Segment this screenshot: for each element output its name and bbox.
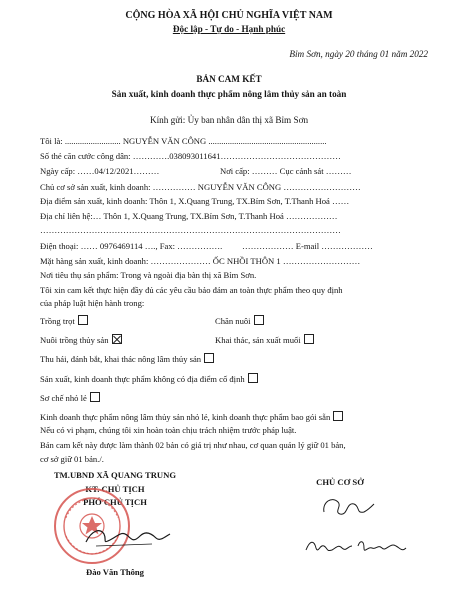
option-label: Trồng trọt xyxy=(40,316,75,326)
option-chan-nuoi xyxy=(215,315,264,326)
option-san-xuat-kd xyxy=(40,373,258,384)
form-commit-line: Tôi xin cam kết thực hiện đầy đủ các yêu cầu bảo đảm an toàn thực phẩm theo quy định xyxy=(40,285,343,295)
form-location-line: Địa điểm sản xuất, kinh doanh: Thôn 1, X.Quang Trung, TX.Bỉm Sơn, T.Thanh Hoá …… xyxy=(40,196,350,206)
left-signature xyxy=(82,524,172,550)
document-subtitle: Sản xuất, kinh doanh thực phẩm nông lâm thủy sản an toàn xyxy=(111,89,347,99)
option-khai-thac xyxy=(215,334,314,345)
option-thu-hai xyxy=(40,353,214,364)
option-label: Nuôi trồng thủy sản xyxy=(40,335,109,345)
right-signature-mark xyxy=(318,492,378,522)
closing-line-2: Bản cam kết này được làm thành 02 bản có giá trị như nhau, cơ quan quản lý giữ 01 bản, xyxy=(40,440,346,450)
checkbox-khai-thac[interactable] xyxy=(304,334,314,344)
recipient: Kính gửi: Ủy ban nhân dân thị xã Bỉm Sơn xyxy=(149,115,309,125)
form-email: ……………… E-mail ……………… xyxy=(242,241,373,251)
form-issue-place: Nơi cấp: ……… Cục cảnh sát ……… xyxy=(220,166,352,176)
document-title: BẢN CAM KẾT xyxy=(196,74,262,84)
form-owner-line: Chủ cơ sở sản xuất, kinh doanh: …………… NGUYỄN VĂN CÔNG ……………………… xyxy=(40,182,361,192)
checkbox-kinh-doanh[interactable] xyxy=(333,411,343,421)
option-label: Sản xuất, kinh doanh thực phẩm không có địa điểm cố định xyxy=(40,374,245,384)
left-org: TM.UBND XÃ QUANG TRUNG xyxy=(53,470,177,480)
left-role: PHÓ CHỦ TỊCH xyxy=(83,497,147,507)
form-blank-line: …………………………………………………………………………………………… xyxy=(40,225,341,235)
nation-heading: CỘNG HÒA XÃ HỘI CHỦ NGHĨA VIỆT NAM xyxy=(125,10,333,21)
checkbox-thu-hai[interactable] xyxy=(204,353,214,363)
option-label: Chăn nuôi xyxy=(215,316,251,326)
place-date: Bỉm Sơn, ngày 20 tháng 01 năm 2022 xyxy=(289,49,428,59)
form-products-line: Mặt hàng sản xuất, kinh doanh: ………………… ỐC NHỒI THÔN 1 ……………………… xyxy=(40,256,361,266)
option-so-che xyxy=(40,392,100,403)
closing-line-1: Nếu có vi phạm, chúng tôi xin hoàn toàn chịu trách nhiệm trước pháp luật. xyxy=(40,425,297,435)
form-issue-date: Ngày cấp: ……04/12/2021……… xyxy=(40,166,160,176)
closing-line-3: cơ sở giữ 01 bản./. xyxy=(40,454,104,464)
option-label: Sơ chế nhỏ lẻ xyxy=(40,393,87,403)
option-label: Thu hái, đánh bắt, khai thác nông lâm thủy sản xyxy=(40,354,202,364)
checkbox-so-che[interactable] xyxy=(90,392,100,402)
form-name-line: Tôi là: .......................... NGUYỄN VĂN CÔNG ....................................................... xyxy=(40,136,327,146)
left-kt: KT. CHỦ TỊCH xyxy=(85,484,145,494)
checkbox-trong-trot[interactable] xyxy=(78,315,88,325)
form-id-line: Số thẻ căn cước công dân: ………….038093011641…………………………………… xyxy=(40,151,341,161)
option-trong-trot xyxy=(40,315,88,326)
form-phone-fax: Điện thoại: …… 0976469114 …., Fax: ……………. xyxy=(40,241,223,251)
form-commit-line-2: của pháp luật hiện hành trong: xyxy=(40,298,145,308)
checkbox-chan-nuoi[interactable] xyxy=(254,315,264,325)
form-consumption-line: Nơi tiêu thụ sản phẩm: Trong và ngoài địa bàn thị xã Bỉm Sơn. xyxy=(40,270,257,280)
motto xyxy=(0,24,458,34)
option-label: Kinh doanh thực phẩm nông lâm thủy sản nhỏ lẻ, kinh doanh thực phẩm bao gói sẵn xyxy=(40,412,331,422)
right-signature-handwritten xyxy=(302,534,410,560)
option-kinh-doanh xyxy=(40,411,343,422)
right-role: CHỦ CƠ SỞ xyxy=(316,477,364,487)
option-label: Khai thác, sản xuất muối xyxy=(215,335,301,345)
motto-text: Độc lập - Tự do - Hạnh phúc xyxy=(172,24,286,34)
checkbox-nuoi-trong-checked[interactable] xyxy=(112,334,122,344)
left-signer-name: Đào Văn Thông xyxy=(86,567,144,577)
option-nuoi-trong xyxy=(40,334,122,345)
checkbox-san-xuat-kd[interactable] xyxy=(248,373,258,383)
form-address-line: Địa chỉ liên hệ:… Thôn 1, X.Quang Trung, TX.Bỉm Sơn, T.Thanh Hoá ……………… xyxy=(40,211,338,221)
